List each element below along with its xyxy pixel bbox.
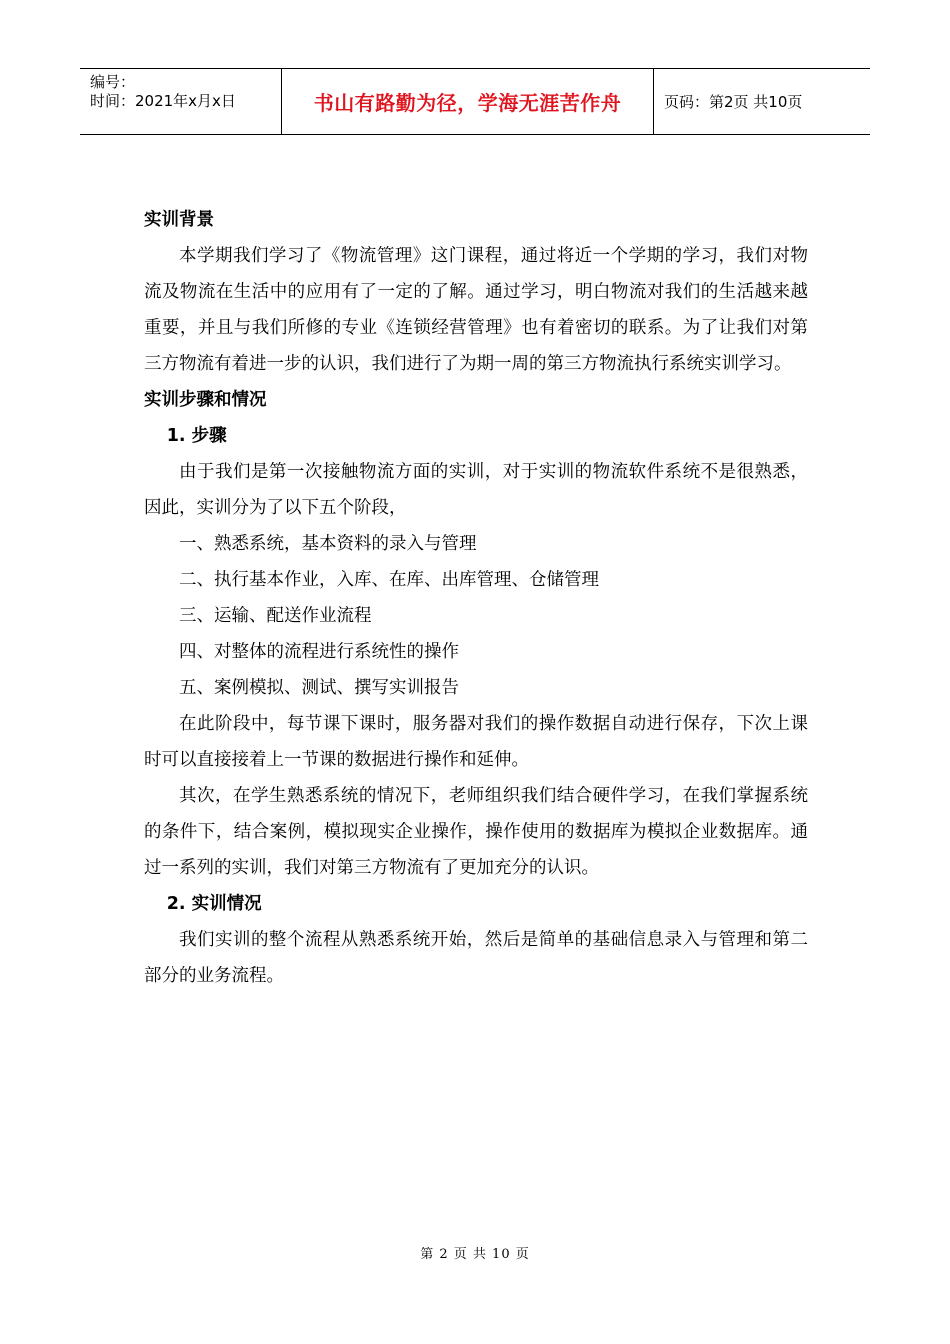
subsection-title-situation: 2. 实训情况 bbox=[166, 894, 262, 914]
stage-item: 五、案例模拟、测试、撰写实训报告 bbox=[179, 678, 459, 698]
header-page-info: 页码：第2页 共10页 bbox=[664, 93, 803, 111]
date-label: 时间：2021年x月x日 bbox=[90, 92, 236, 110]
subsection-title-steps: 1. 步骤 bbox=[166, 426, 227, 446]
section-title-background: 实训背景 bbox=[144, 210, 214, 230]
stage-item: 一、熟悉系统，基本资料的录入与管理 bbox=[179, 534, 477, 554]
header-meta bbox=[80, 69, 281, 134]
section-title-steps: 实训步骤和情况 bbox=[144, 390, 267, 410]
page-header bbox=[80, 68, 870, 135]
background-paragraph: 本学期我们学习了《物流管理》这门课程，通过将近一个学期的学习，我们对物流及物流在生活中的应用有了一定的了解。通过学习，明白物流对我们的生活越来越重要，并且与我们所修的专业《连锁经营管理》也有着密切的联系。为了让我们对第三方物流有着进一步的认识，我们进行了为期一周的第三方物流执行系统实训学习。 bbox=[144, 246, 808, 374]
second-phase-paragraph: 其次，在学生熟悉系统的情况下，老师组织我们结合硬件学习，在我们掌握系统的条件下，结合案例，模拟现实企业操作，操作使用的数据库为模拟企业数据库。通过一系列的实训，我们对第三方物流有了更加充分的认识。 bbox=[144, 786, 808, 878]
situation-paragraph: 我们实训的整个流程从熟悉系统开始，然后是简单的基础信息录入与管理和第二部分的业务流程。 bbox=[144, 930, 808, 986]
stage-item: 四、对整体的流程进行系统性的操作 bbox=[179, 642, 459, 662]
stage-save-paragraph: 在此阶段中，每节课下课时，服务器对我们的操作数据自动进行保存，下次上课时可以直接接着上一节课的数据进行操作和延伸。 bbox=[144, 714, 808, 770]
serial-label: 编号： bbox=[90, 73, 136, 91]
document-body bbox=[144, 202, 808, 994]
stage-item: 二、执行基本作业，入库、在库、出库管理、仓储管理 bbox=[179, 570, 599, 590]
header-motto: 书山有路勤为径，学海无涯苦作舟 bbox=[281, 69, 654, 134]
steps-intro-paragraph: 由于我们是第一次接触物流方面的实训，对于实训的物流软件系统不是很熟悉，因此，实训分为了以下五个阶段， bbox=[144, 462, 808, 518]
stage-item: 三、运输、配送作业流程 bbox=[179, 606, 372, 626]
page-footer: 第 2 页 共 10 页 bbox=[420, 1247, 530, 1262]
